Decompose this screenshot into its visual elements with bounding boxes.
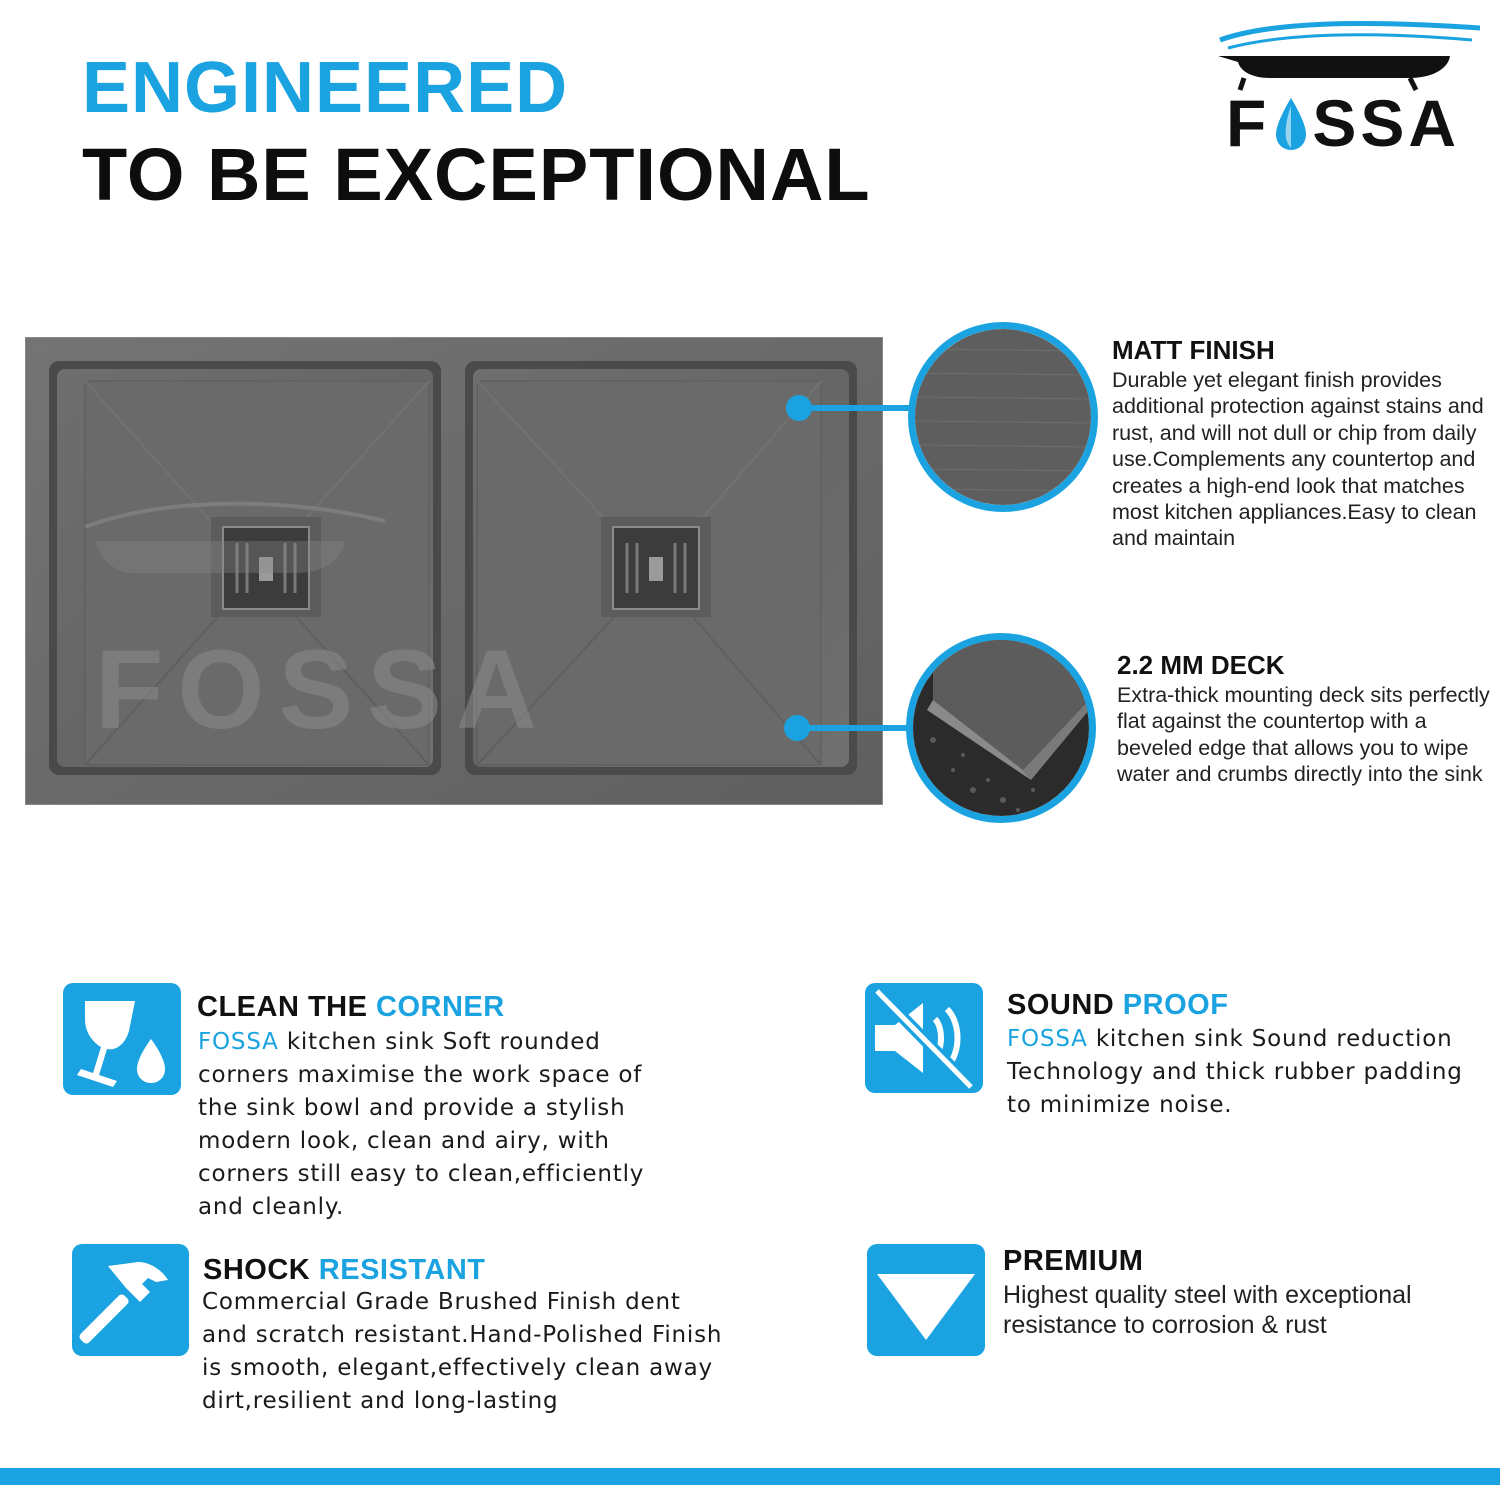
matt-finish-pointer-dot <box>786 395 812 421</box>
matt-finish-title: MATT FINISH <box>1112 335 1275 365</box>
matt-finish-detail-image <box>908 322 1098 512</box>
premium-title: PREMIUM <box>1003 1245 1144 1277</box>
sound-proof-description: FOSSA kitchen sink Sound reduction Technology and thick rubber padding to minimize noise. <box>1007 1026 1463 1118</box>
bottom-accent-bar <box>0 1468 1500 1485</box>
deck-pointer-line <box>806 725 910 731</box>
brand-letter-f: F <box>1226 86 1271 160</box>
brand-letters-ssa: SSA <box>1312 86 1461 160</box>
hammer-icon <box>72 1244 189 1356</box>
sink-watermark: FOSSA <box>95 627 551 752</box>
premium-description: Highest quality steel with exceptional resistance to corrosion & rust <box>1003 1281 1412 1339</box>
glass-and-drop-icon <box>63 983 181 1095</box>
brand-logo-text <box>1226 88 1460 158</box>
water-drop-o-icon <box>1272 94 1310 150</box>
sound-proof-title: SOUND PROOF <box>1007 989 1229 1021</box>
clean-corner-description: FOSSA kitchen sink Soft rounded corners maximise the work space of the sink bowl and provide a stylish modern look, clean and airy, with corners still easy to clean,efficiently and cleanly. <box>198 1029 645 1220</box>
deck-title: 2.2 MM DECK <box>1117 650 1285 680</box>
diamond-icon <box>867 1244 985 1356</box>
muted-speaker-icon <box>865 983 983 1093</box>
matt-finish-description: Durable yet elegant finish provides additional protection against stains and rust, and will not dull or chip from daily use.Complements any countertop and creates a high-end look that matches most kitchen appliances.Easy to clean and maintain <box>1112 368 1484 551</box>
shock-resistant-title: SHOCK RESISTANT <box>203 1254 486 1286</box>
matt-finish-pointer-line <box>810 405 914 411</box>
headline-engineered: ENGINEERED <box>82 48 569 128</box>
deck-description: Extra-thick mounting deck sits perfectly flat against the countertop with a beveled edge that allows you to wipe water and crumbs directly into the sink <box>1117 683 1490 787</box>
shock-resistant-description: Commercial Grade Brushed Finish dent and scratch resistant.Hand-Polished Finish is smooth, elegant,effectively clean away dirt,resilient and long-lasting <box>202 1289 723 1414</box>
headline-exceptional: TO BE EXCEPTIONAL <box>82 133 871 216</box>
deck-detail-image <box>906 633 1096 823</box>
clean-corner-title: CLEAN THE CORNER <box>197 991 505 1023</box>
